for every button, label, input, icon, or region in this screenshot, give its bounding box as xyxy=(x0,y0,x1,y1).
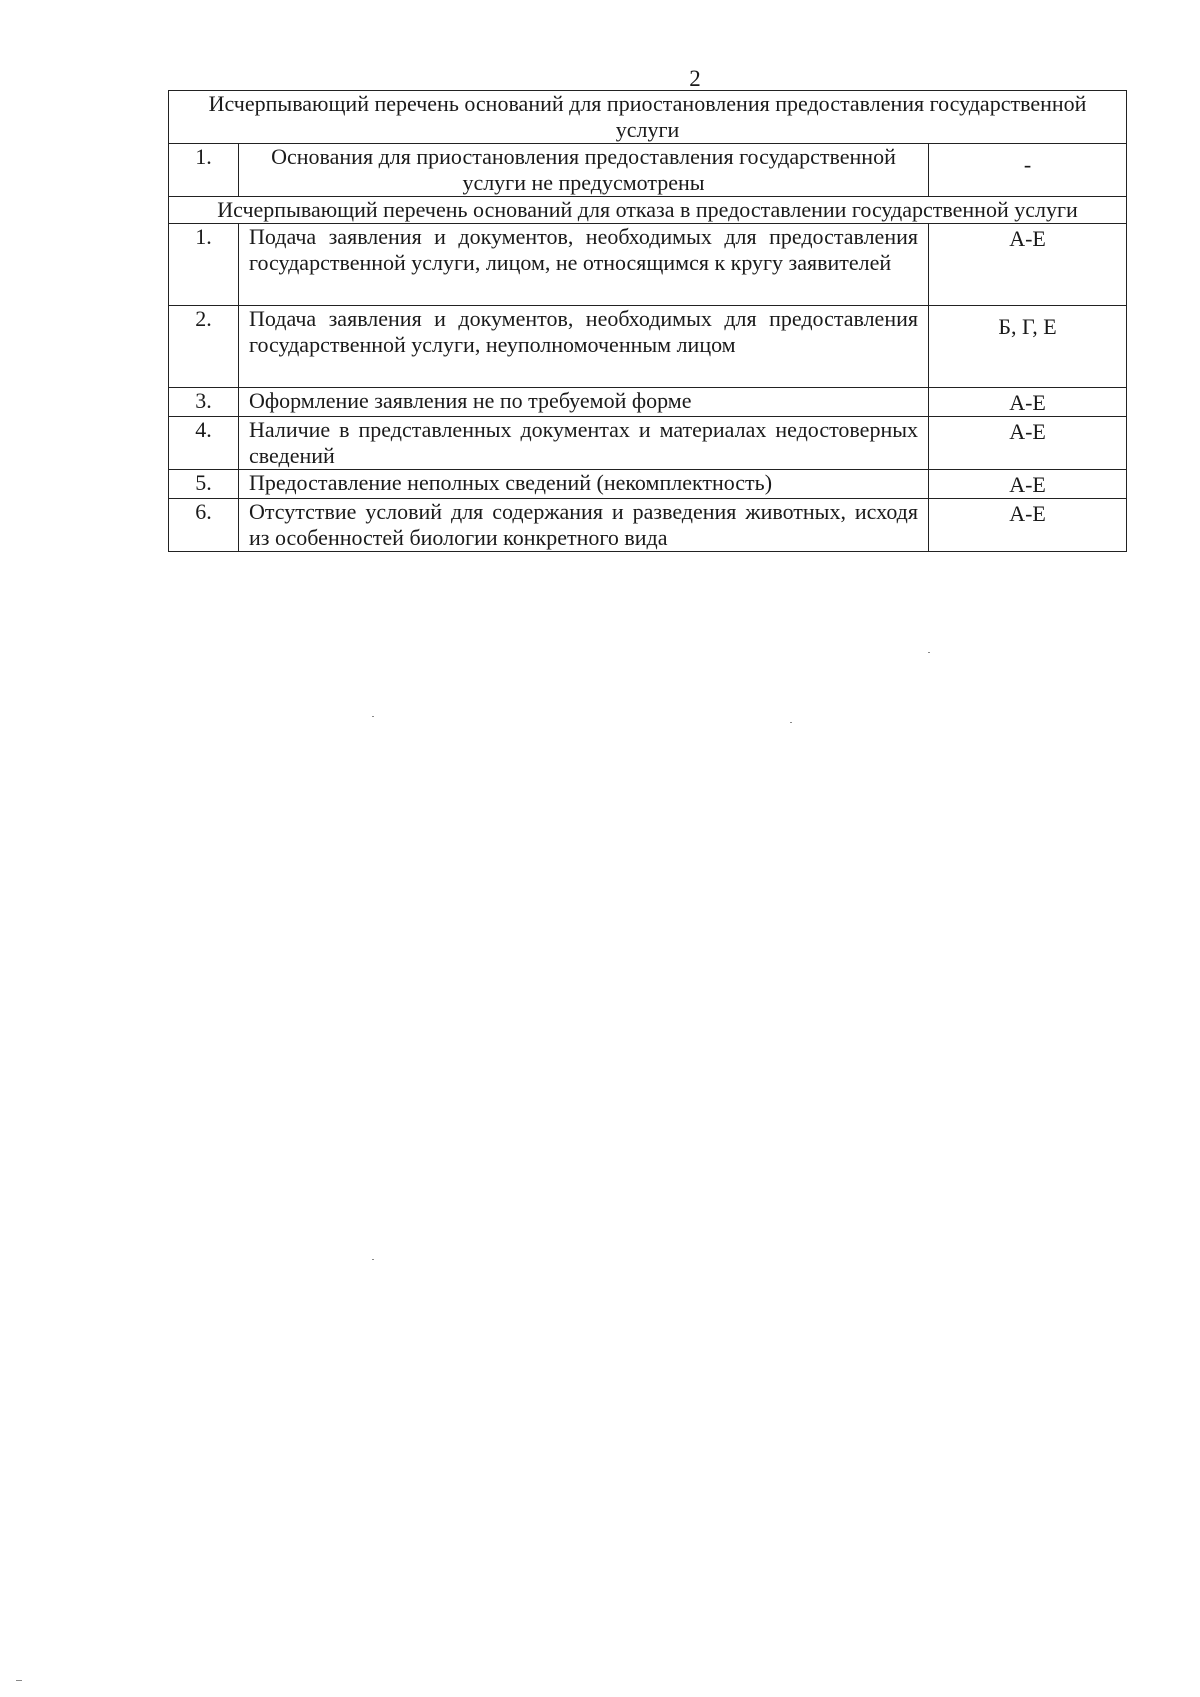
row-number: 1. xyxy=(169,144,239,197)
refusal-section-heading-row xyxy=(169,197,1127,224)
row-number: 2. xyxy=(169,306,239,388)
row-text: Подача заявления и документов, необходимых для предоставления государственной услуги, лицом, не относящимся к кругу заявителей xyxy=(239,224,929,306)
row-number: 4. xyxy=(169,417,239,470)
page-number: 2 xyxy=(689,66,701,91)
row-text: Предоставление неполных сведений (некомплектность) xyxy=(239,470,929,499)
table-row xyxy=(169,388,1127,417)
scan-speck xyxy=(16,1680,22,1681)
row-number: 6. xyxy=(169,499,239,552)
row-code: - xyxy=(929,144,1127,197)
row-code: Б, Г, Е xyxy=(929,306,1127,388)
row-text: Наличие в представленных документах и материалах недостоверных сведений xyxy=(239,417,929,470)
row-number: 5. xyxy=(169,470,239,499)
row-text: Оформление заявления не по требуемой форме xyxy=(239,388,929,417)
row-text: Подача заявления и документов, необходимых для предоставления государственной услуги, неуполномоченным лицом xyxy=(239,306,929,388)
row-text: Основания для приостановления предоставления государственной услуги не предусмотрены xyxy=(239,144,929,197)
table-row xyxy=(169,470,1127,499)
suspension-section-heading: Исчерпывающий перечень оснований для приостановления предоставления государственной услуги xyxy=(169,91,1127,144)
scan-speck xyxy=(790,722,792,723)
row-text: Отсутствие условий для содержания и разведения животных, исходя из особенностей биологии конкретного вида xyxy=(239,499,929,552)
refusal-section-heading: Исчерпывающий перечень оснований для отказа в предоставлении государственной услуги xyxy=(169,197,1127,224)
scan-speck xyxy=(372,716,374,717)
table-row xyxy=(169,417,1127,470)
row-code: А-Е xyxy=(929,417,1127,470)
table-row xyxy=(169,144,1127,197)
scan-speck xyxy=(372,1259,374,1260)
row-code: А-Е xyxy=(929,470,1127,499)
row-code: А-Е xyxy=(929,388,1127,417)
grounds-table xyxy=(168,90,1127,552)
table-row xyxy=(169,306,1127,388)
row-code: А-Е xyxy=(929,499,1127,552)
suspension-section-heading-row xyxy=(169,91,1127,144)
row-code: А-Е xyxy=(929,224,1127,306)
table-row xyxy=(169,499,1127,552)
table-row xyxy=(169,224,1127,306)
row-number: 1. xyxy=(169,224,239,306)
row-number: 3. xyxy=(169,388,239,417)
scan-speck xyxy=(928,652,930,653)
